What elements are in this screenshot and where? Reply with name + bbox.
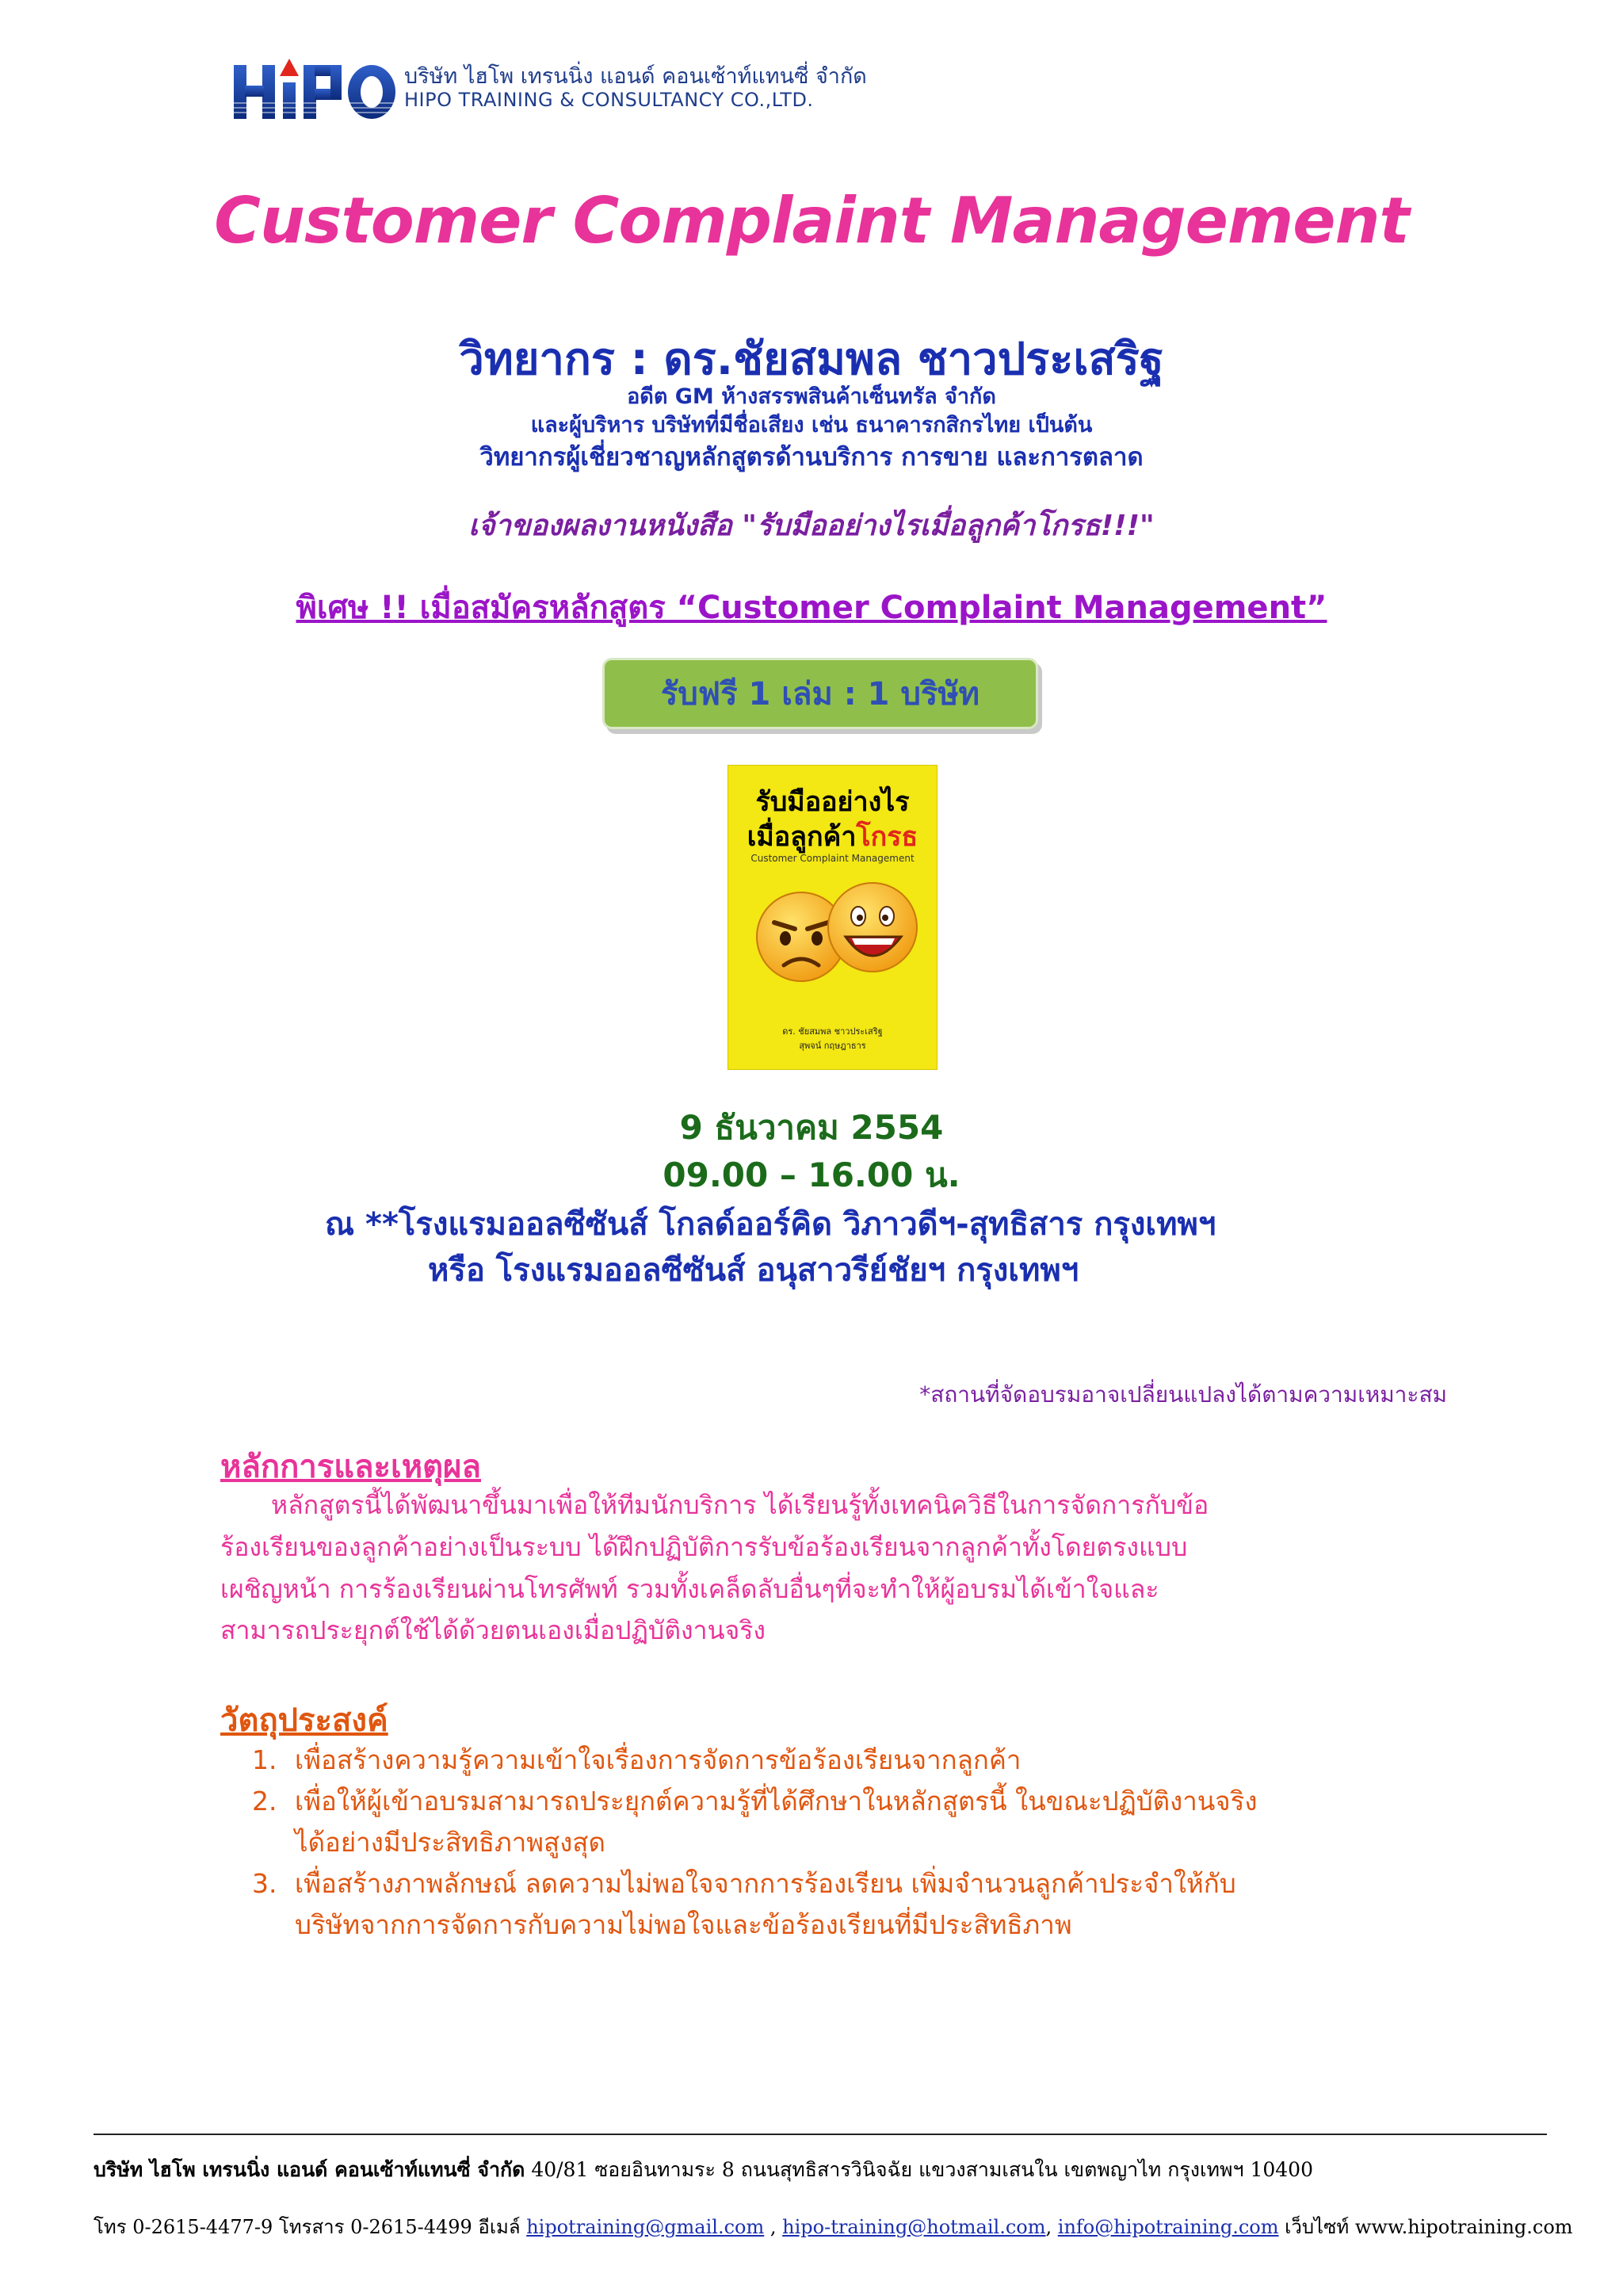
footer-address: บริษัท ไฮโพ เทรนนิ่ง แอนด์ คอนเซ้าท์แทนซี่ จำกัด 40/81 ซอยอินทามระ 8 ถนนสุทธิสารวินิจฉัย แขวงสามเสนใน เขตพญาไท กรุงเทพฯ 10400 [94, 2158, 1313, 2181]
special-offer-heading: พิเศษ !! เมื่อสมัครหลักสูตร “Customer Complaint Management” [296, 590, 1327, 626]
objective-item-1: 1. เพื่อสร้างความรู้ความเข้าใจเรื่องการจัดการข้อร้องเรียนจากลูกค้า [252, 1744, 1022, 1775]
principle-heading: หลักการและเหตุผล [220, 1449, 482, 1485]
venue-note: *สถานที่จัดอบรมอาจเปลี่ยนแปลงได้ตามความเหมาะสม [919, 1381, 1447, 1408]
email-link-info[interactable]: info@hipotraining.com [1057, 2216, 1279, 2238]
speaker-bio-line-3: วิทยากรผู้เชี่ยวชาญหลักสูตรด้านบริการ การขาย และการตลาด [479, 443, 1144, 472]
objective-item-3-cont: บริษัทจากการจัดการกับความไม่พอใจและข้อร้องเรียนที่มีประสิทธิภาพ [295, 1909, 1072, 1940]
company-name-english: HIPO TRAINING & CONSULTANCY CO.,LTD. [404, 89, 814, 111]
book-author-2: สุพจน์ กฤษฎาธาร [799, 1041, 866, 1051]
angry-happy-faces-icon [739, 877, 930, 988]
book-subtitle: Customer Complaint Management [750, 853, 915, 864]
book-cover [727, 765, 938, 1070]
speaker-name: วิทยากร : ดร.ชัยสมพล ชาวประเสริฐ [459, 334, 1164, 385]
book-title-line-1: รับมืออย่างไร [755, 786, 910, 818]
company-name-thai: บริษัท ไฮโพ เทรนนิ่ง แอนด์ คอนเซ้าท์แทนซี่ จำกัด [404, 64, 867, 89]
speaker-bio-line-2: และผู้บริหาร บริษัทที่มีชื่อเสียง เช่น ธนาคารกสิกรไทย เป็นต้น [530, 413, 1093, 437]
event-venue-2: หรือ โรงแรมออลซีซันส์ อนุสาวรีย์ชัยฯ กรุงเทพฯ [428, 1252, 1079, 1289]
book-title-line-2: เมื่อลูกค้าโกรธ [747, 821, 918, 853]
objective-item-3: 3. เพื่อสร้างภาพลักษณ์ ลดความไม่พอใจจากการร้องเรียน เพิ่มจำนวนลูกค้าประจำให้กับ [252, 1868, 1236, 1899]
objective-item-2: 2. เพื่อให้ผู้เข้าอบรมสามารถประยุกต์ความรู้ที่ได้ศึกษาในหลักสูตรนี้ ในขณะปฏิบัติงานจริง [252, 1786, 1258, 1817]
principle-line-1: หลักสูตรนี้ได้พัฒนาขึ้นมาเพื่อให้ทีมนักบริการ ได้เรียนรู้ทั้งเทคนิควิธีในการจัดการกับข้อ [271, 1490, 1209, 1520]
footer-contact: โทร 0-2615-4477-9 โทรสาร 0-2615-4499 อีเมล์ hipotraining@gmail.com , hipo-training@hotmail.com, info@hipotraining.com เว็บไซท์ www.hipotraining.com [94, 2216, 1573, 2238]
event-venue-1: ณ **โรงแรมออลซีซันส์ โกลด์ออร์คิด วิภาวดีฯ-สุทธิสาร กรุงเทพฯ [325, 1206, 1216, 1243]
objective-heading: วัตถุประสงค์ [220, 1702, 388, 1739]
principle-line-2: ร้องเรียนของลูกค้าอย่างเป็นระบบ ได้ฝึกปฏิบัติการรับข้อร้องเรียนจากลูกค้าทั้งโดยตรงแบบ [220, 1532, 1188, 1562]
principle-line-4: สามารถประยุกต์ใช้ได้ด้วยตนเองเมื่อปฏิบัติงานจริง [220, 1615, 766, 1645]
book-owner-line: เจ้าของผลงานหนังสือ "รับมืออย่างไรเมื่อลูกค้าโกรธ!!!" [468, 510, 1155, 542]
free-book-label: รับฟรี 1 เล่ม : 1 บริษัท [660, 676, 980, 712]
email-link-gmail[interactable]: hipotraining@gmail.com [526, 2216, 765, 2238]
principle-line-3: เผชิญหน้า การร้องเรียนผ่านโทรศัพท์ รวมทั้งเคล็ดลับอื่นๆที่จะทำให้ผู้อบรมได้เข้าใจและ [220, 1574, 1159, 1604]
objective-item-2-cont: ได้อย่างมีประสิทธิภาพสูงสุด [295, 1827, 605, 1858]
footer-divider [94, 2134, 1547, 2135]
page-title: Customer Complaint Management [214, 184, 1409, 258]
email-link-hotmail[interactable]: hipo-training@hotmail.com [782, 2216, 1046, 2238]
book-author-1: ดร. ชัยสมพล ชาวประเสริฐ [782, 1026, 883, 1037]
speaker-bio-line-1: อดีต GM ห้างสรรพสินค้าเซ็นทรัล จำกัด [627, 384, 996, 409]
website-link[interactable]: www.hipotraining.com [1354, 2216, 1573, 2238]
event-time: 09.00 – 16.00 น. [663, 1156, 960, 1194]
company-logo [234, 55, 400, 127]
event-date: 9 ธันวาคม 2554 [679, 1108, 944, 1147]
free-book-badge [602, 658, 1038, 729]
